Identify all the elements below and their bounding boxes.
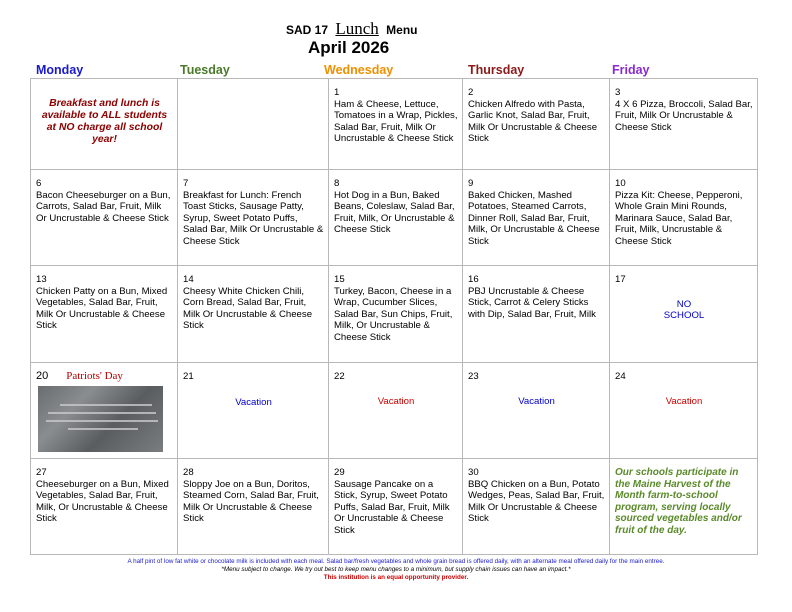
day-number: 2 [468, 87, 474, 98]
menu-text: Sausage Pancake on a Stick, Syrup, Sweet Potato Puffs, Salad Bar, Fruit, Milk Or Uncrustable & Cheese Stick [334, 478, 450, 536]
menu-text: Baked Chicken, Mashed Potatoes, Steamed Carrots, Dinner Roll, Salad Bar, Fruit, Milk, Or Uncrustable & Cheese Stick [468, 189, 600, 247]
day-cell [329, 266, 463, 363]
menu-text: Ham & Cheese, Lettuce, Tomatoes in a Wrap, Pickles, Salad Bar, Fruit, Milk Or Uncrustable & Cheese Stick [334, 98, 458, 145]
week-row [31, 266, 758, 363]
day-number: 1 [334, 87, 340, 98]
day-number: 22 [334, 371, 345, 382]
day-cell [329, 459, 463, 555]
school-label: SCHOOL [663, 310, 705, 322]
day-number: 21 [183, 371, 194, 382]
day-number: 24 [615, 371, 626, 382]
day-number: 3 [615, 87, 621, 98]
day-cell [178, 266, 329, 363]
menu-text: Turkey, Bacon, Cheese in a Wrap, Cucumber Slices, Salad Bar, Sun Chips, Fruit, Milk, Or Uncrustable & Cheese Stick [334, 285, 453, 343]
promo-cell [31, 79, 178, 170]
day-number: 9 [468, 178, 474, 189]
day-cell [329, 79, 463, 170]
day-number: 29 [334, 467, 345, 478]
week-row [31, 170, 758, 266]
menu-text: Pizza Kit: Cheese, Pepperoni, Whole Grain Mini Rounds, Marinara Sauce, Salad Bar, Fruit, Milk, Uncrustable & Cheese Stick [615, 189, 743, 247]
day-cell [610, 79, 758, 170]
day-cell [610, 170, 758, 266]
week-row [31, 459, 758, 555]
vacation-label: Vacation [377, 395, 415, 407]
no-label: NO [676, 298, 692, 310]
menu-text: Bacon Cheeseburger on a Bun, Carrots, Salad Bar, Fruit, Milk Or Uncrustable & Cheese Stick [36, 189, 171, 224]
day-header-monday: Monday [36, 63, 84, 77]
week-row [31, 79, 758, 170]
menu-text: Chicken Alfredo with Pasta, Garlic Knot, Salad Bar, Fruit, Milk Or Uncrustable & Cheese Stick [468, 98, 598, 145]
day-cell [31, 170, 178, 266]
day-number: 27 [36, 467, 47, 478]
holiday-label: Patriots' Day [66, 370, 123, 382]
day-number: 30 [468, 467, 479, 478]
menu-text: Cheesy White Chicken Chili, Corn Bread, Salad Bar, Fruit, Milk Or Uncrustable & Cheese Stick [183, 285, 313, 332]
calendar-grid [30, 78, 758, 555]
day-header-tuesday: Tuesday [180, 63, 230, 77]
day-cell [31, 459, 178, 555]
free-meals-note: Breakfast and lunch is available to ALL students at NO charge all school year! [41, 98, 168, 145]
footer-equal-opportunity: This institution is an equal opportunity provider. [323, 574, 469, 581]
vacation-label: Vacation [665, 395, 703, 407]
day-header-friday: Friday [612, 63, 650, 77]
day-number: 13 [36, 274, 47, 285]
day-cell [610, 363, 758, 459]
day-cell [178, 363, 329, 459]
day-number: 15 [334, 274, 345, 285]
menu-text: BBQ Chicken on a Bun, Potato Wedges, Peas, Salad Bar, Fruit, Milk Or Uncrustable & Cheese Stick [468, 478, 605, 525]
menu-text: Sloppy Joe on a Bun, Doritos, Steamed Corn, Salad Bar, Fruit, Milk Or Uncrustable & Cheese Stick [183, 478, 319, 525]
day-cell [463, 363, 610, 459]
day-number: 20 [36, 370, 49, 382]
no-school-note [615, 299, 753, 322]
harvest-cell [610, 459, 758, 555]
day-cell [463, 170, 610, 266]
day-number: 10 [615, 178, 626, 189]
harvest-of-month-note: Our schools participate in the Maine Harvest of the Month farm-to-school program, serving locally sourced vegetables and/or fruit of the day. [615, 467, 742, 536]
menu-text: 4 X 6 Pizza, Broccoli, Salad Bar, Fruit, Milk Or Uncrustable & Cheese Stick [615, 98, 753, 133]
menu-text: Cheeseburger on a Bun, Mixed Vegetables, Salad Bar, Fruit, Milk, Or Uncrustable & Cheese Stick [36, 478, 169, 525]
district-label: SAD 17 [286, 23, 329, 37]
month-title: April 2026 [308, 38, 390, 57]
day-cell [610, 266, 758, 363]
day-number: 7 [183, 178, 189, 189]
footer-milk-note: A half pint of low fat white or chocolate milk is included with each meal. Salad bar/fresh vegetables and whole grain bread is offered daily, with an alternate meal offered daily for the main entree. [127, 558, 665, 565]
day-cell-empty [178, 79, 329, 170]
day-number: 6 [36, 178, 42, 189]
day-header-thursday: Thursday [468, 63, 525, 77]
menu-text: Breakfast for Lunch: French Toast Sticks, Sausage Patty, Syrup, Sweet Potato Puffs, Salad Bar, Milk Or Uncrustable & Cheese Stick [183, 189, 324, 247]
menu-label: Menu [386, 23, 418, 37]
lunch-label: Lunch [335, 19, 379, 38]
day-number-with-holiday [36, 371, 173, 383]
day-number: 17 [615, 274, 626, 285]
day-number: 23 [468, 371, 479, 382]
patriots-day-plaque-image [38, 386, 163, 452]
vacation-label: Vacation [235, 396, 272, 408]
day-cell [463, 79, 610, 170]
day-number: 28 [183, 467, 194, 478]
day-number: 14 [183, 274, 194, 285]
day-cell [463, 459, 610, 555]
menu-text: Hot Dog in a Bun, Baked Beans, Coleslaw, Salad Bar, Fruit, Milk, Or Uncrustable & Cheese Stick [334, 189, 455, 236]
day-number: 16 [468, 274, 479, 285]
footer-menu-change-note: *Menu subject to change. We try out best to keep menu changes to a minimum, but supply chain issues can have an impact.* [221, 566, 571, 573]
day-cell [178, 170, 329, 266]
day-cell [329, 170, 463, 266]
day-number: 8 [334, 178, 340, 189]
day-cell [329, 363, 463, 459]
menu-text: PBJ Uncrustable & Cheese Stick, Carrot & Celery Sticks with Dip, Salad Bar, Fruit, Milk [468, 285, 596, 320]
menu-text: Chicken Patty on a Bun, Mixed Vegetables, Salad Bar, Fruit, Milk Or Uncrustable & Cheese Stick [36, 285, 168, 332]
day-cell [31, 266, 178, 363]
day-cell [463, 266, 610, 363]
vacation-label: Vacation [518, 395, 555, 407]
day-header-wednesday: Wednesday [324, 63, 394, 77]
day-cell [178, 459, 329, 555]
